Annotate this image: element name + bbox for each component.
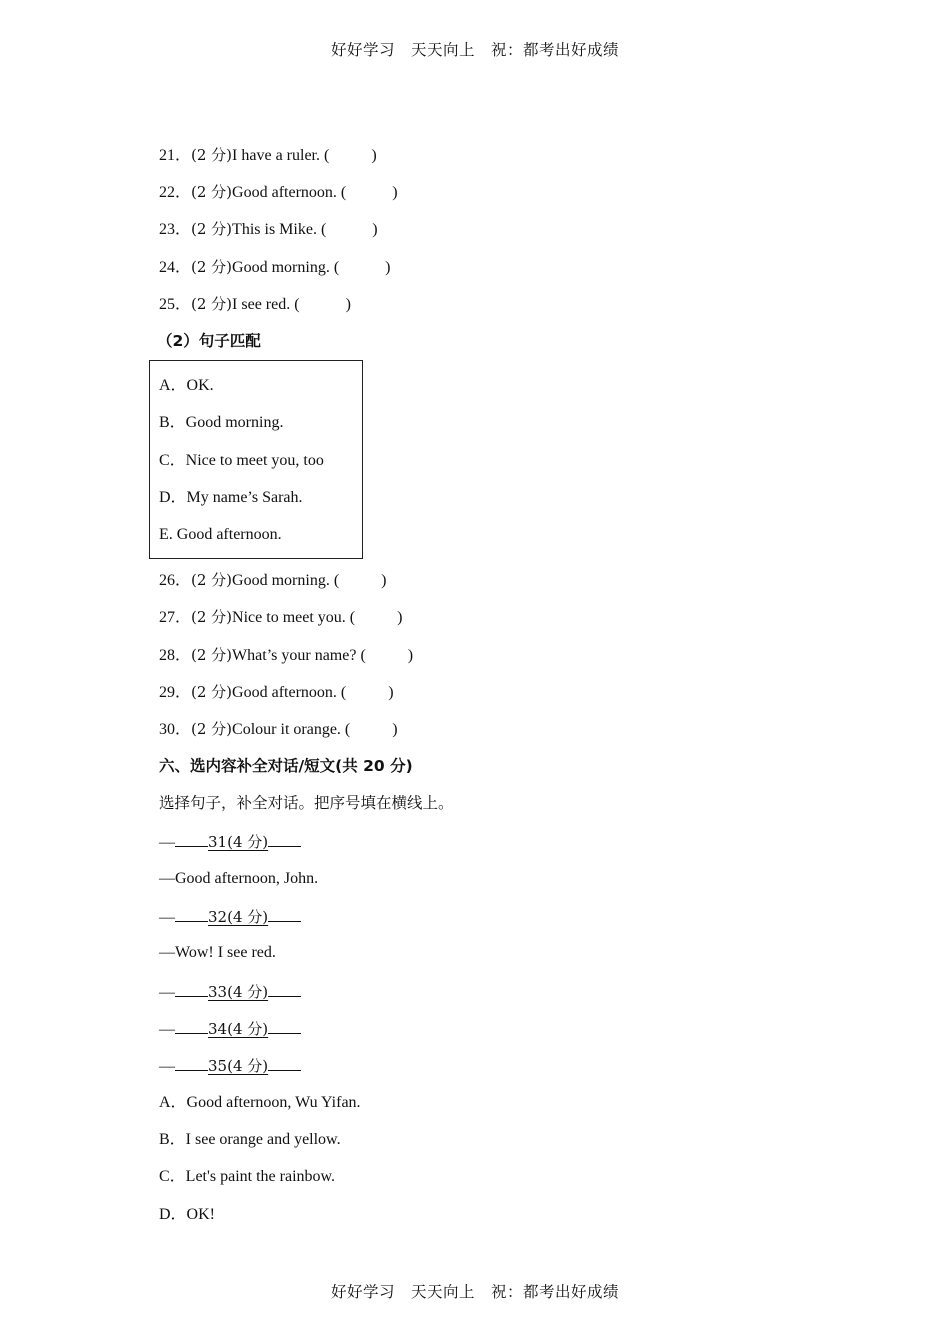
dialogue-line-2: —Good afternoon, John. <box>159 870 319 887</box>
question-text: Good morning. ( <box>232 259 340 276</box>
dialogue-option-b: B．I see orange and yellow. <box>159 1131 341 1148</box>
question-text: Good afternoon. ( <box>232 184 347 201</box>
question-score: (2 分) <box>191 571 233 589</box>
question-text: Colour it orange. ( <box>232 721 351 738</box>
dialogue-blank-35 <box>159 1055 301 1077</box>
question-29 <box>159 682 394 703</box>
question-number: 28． <box>159 647 192 664</box>
question-score: (2 分) <box>191 720 233 738</box>
question-score: (2 分) <box>191 683 233 701</box>
answer-close: ) <box>388 684 394 701</box>
dialogue-blank-34 <box>159 1018 301 1040</box>
question-score: (2 分) <box>191 258 233 276</box>
page-header: 好好学习 天天向上 祝：都考出好成绩 <box>330 41 619 59</box>
blank-label: 34(4 分) <box>208 1020 269 1038</box>
section-title-matching: （2）句子匹配 <box>157 332 261 350</box>
dash: — <box>159 834 175 851</box>
option-a: A．OK. <box>159 377 214 394</box>
blank-underline <box>175 906 208 922</box>
question-25 <box>159 294 351 315</box>
blank-underline <box>268 1055 301 1071</box>
blank-underline <box>175 1018 208 1034</box>
question-score: (2 分) <box>191 608 233 626</box>
question-score: (2 分) <box>191 646 233 664</box>
answer-close: ) <box>371 147 377 164</box>
question-score: (2 分) <box>191 146 233 164</box>
question-text: This is Mike. ( <box>232 221 327 238</box>
dash: — <box>159 1058 175 1075</box>
section-title-dialogue: 六、选内容补全对话/短文(共 20 分) <box>159 757 413 775</box>
question-number: 23． <box>159 221 192 238</box>
question-text: I see red. ( <box>232 296 300 313</box>
dialogue-line-4: —Wow! I see red. <box>159 944 276 961</box>
option-c: C．Nice to meet you, too <box>159 452 324 469</box>
dialogue-option-d: D．OK! <box>159 1206 215 1223</box>
blank-label: 35(4 分) <box>208 1057 269 1075</box>
option-e: E. Good afternoon. <box>159 526 282 543</box>
question-number: 27． <box>159 609 192 626</box>
answer-close: ) <box>372 221 378 238</box>
question-text: Nice to meet you. ( <box>232 609 356 626</box>
question-26 <box>159 570 386 591</box>
blank-label: 31(4 分) <box>208 833 269 851</box>
answer-close: ) <box>385 259 391 276</box>
blank-underline <box>268 831 301 847</box>
question-score: (2 分) <box>191 183 233 201</box>
dash: — <box>159 984 175 1001</box>
question-21 <box>159 145 377 166</box>
answer-close: ) <box>407 647 414 664</box>
dialogue-blank-31 <box>159 831 301 853</box>
question-number: 30． <box>159 721 192 738</box>
option-b: B．Good morning. <box>159 414 284 431</box>
blank-underline <box>175 831 208 847</box>
answer-close: ) <box>345 296 351 313</box>
question-27 <box>159 607 402 628</box>
question-number: 25． <box>159 296 192 313</box>
question-score: (2 分) <box>191 220 233 238</box>
blank-underline <box>175 981 208 997</box>
dialogue-option-a: A．Good afternoon, Wu Yifan. <box>159 1094 361 1111</box>
dialogue-blank-33 <box>159 981 301 1003</box>
answer-close: ) <box>381 572 387 589</box>
question-text: Good afternoon. ( <box>232 684 347 701</box>
blank-underline <box>268 981 301 997</box>
section-instruction: 选择句子，补全对话。把序号填在横线上。 <box>159 794 454 812</box>
dash: — <box>159 1021 175 1038</box>
question-number: 24． <box>159 259 192 276</box>
question-number: 29． <box>159 684 192 701</box>
question-30 <box>159 719 398 740</box>
blank-label: 32(4 分) <box>208 908 269 926</box>
option-d: D．My name’s Sarah. <box>159 489 303 506</box>
answer-close: ) <box>392 721 398 738</box>
question-number: 26． <box>159 572 192 589</box>
question-28 <box>159 645 413 666</box>
dialogue-blank-32 <box>159 906 301 928</box>
question-number: 22． <box>159 184 192 201</box>
dialogue-option-c: C．Let's paint the rainbow. <box>159 1168 336 1185</box>
question-number: 21． <box>159 147 192 164</box>
blank-label: 33(4 分) <box>208 983 269 1001</box>
answer-close: ) <box>397 609 403 626</box>
question-24 <box>159 257 390 278</box>
answer-close: ) <box>392 184 398 201</box>
blank-underline <box>268 906 301 922</box>
question-score: (2 分) <box>191 295 233 313</box>
blank-underline <box>268 1018 301 1034</box>
question-text: I have a ruler. ( <box>232 147 330 164</box>
question-22 <box>159 182 398 203</box>
question-text: Good morning. ( <box>232 572 340 589</box>
blank-underline <box>175 1055 208 1071</box>
page-footer: 好好学习 天天向上 祝：都考出好成绩 <box>330 1283 619 1301</box>
question-23 <box>159 219 378 240</box>
dash: — <box>159 909 175 926</box>
question-text: What’s your name? ( <box>232 647 366 664</box>
